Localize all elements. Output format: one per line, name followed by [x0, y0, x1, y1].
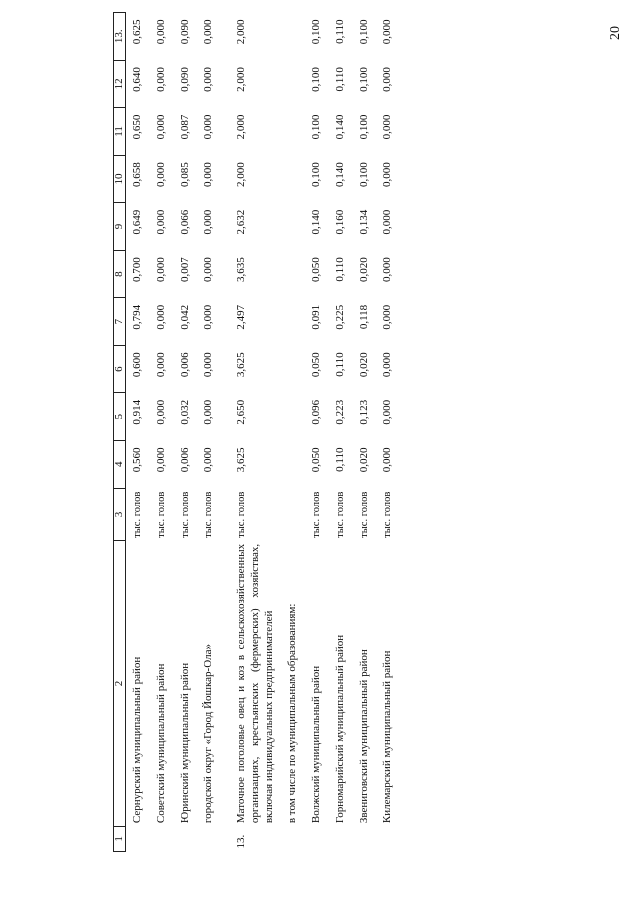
row-index: [126, 826, 150, 851]
row-indicator-name: Звениговский муниципальный район: [357, 649, 370, 824]
row-value: 0,087: [178, 114, 191, 140]
row-value: [281, 155, 305, 203]
row-value: 0,000: [202, 162, 215, 187]
row-value: 2,000: [235, 162, 247, 187]
row-value: 0,000: [154, 304, 167, 330]
row-indicator-name: Юринский муниципальный район: [178, 662, 191, 824]
row-value: 0,100: [310, 67, 322, 92]
row-value: 0,090: [178, 67, 191, 92]
row-value: 0,000: [154, 162, 167, 187]
row-indicator-name: Маточное поголовье овец и коз в сельскохозяйственных организациях, крестьянских (фермерских) хозяйствах, включая индивидуальных предпринимателей: [235, 543, 275, 824]
row-value: 0,123: [357, 399, 370, 425]
row-value: 0,110: [333, 67, 346, 92]
row-unit: [281, 488, 305, 541]
column-header: 13.: [114, 13, 126, 61]
row-value: [281, 440, 305, 488]
row-value: 0,658: [131, 162, 143, 187]
row-value: 0,000: [202, 447, 215, 473]
row-value: 0,700: [131, 257, 143, 283]
row-value: 0,100: [357, 67, 370, 92]
row-value: 0,050: [310, 447, 322, 473]
row-index: 13.: [235, 834, 247, 849]
row-indicator-name: Сернурский муниципальный район: [131, 656, 143, 824]
row-index: [329, 826, 353, 851]
row-value: 0,625: [131, 19, 143, 45]
column-header: 10: [114, 155, 126, 203]
row-value: 0,100: [310, 19, 322, 45]
column-header: 2: [114, 541, 126, 826]
row-value: 0,096: [310, 399, 322, 425]
row-value: 0,000: [202, 352, 215, 378]
row-value: 0,000: [381, 67, 394, 92]
column-header: 1: [114, 826, 126, 851]
row-unit: тыс. голов: [236, 491, 247, 538]
row-value: 0,134: [357, 209, 370, 235]
row-value: 0,110: [333, 352, 346, 377]
row-index: [150, 826, 174, 851]
column-header: 6: [114, 345, 126, 393]
row-index: [376, 826, 400, 851]
row-unit: тыс. голов: [132, 491, 143, 538]
table-row: [150, 13, 174, 852]
column-header: 5: [114, 393, 126, 441]
row-value: 0,118: [357, 304, 370, 330]
column-header: 8: [114, 250, 126, 298]
row-value: 2,000: [235, 19, 247, 45]
row-value: 0,100: [310, 114, 322, 140]
row-unit: тыс. голов: [203, 491, 215, 538]
row-value: 0,160: [333, 209, 346, 235]
row-index: [281, 826, 305, 851]
row-indicator-name: Советский муниципальный район: [154, 663, 167, 824]
row-indicator-name: Килемарский муниципальный район: [381, 650, 394, 824]
row-value: 0,110: [333, 257, 346, 282]
row-value: 0,640: [131, 67, 143, 92]
row-value: [281, 60, 305, 108]
row-value: 0,090: [178, 19, 191, 45]
row-value: 0,000: [154, 399, 167, 425]
row-indicator-name: Горномарийский муниципальный район: [333, 634, 346, 824]
row-value: 0,042: [178, 304, 191, 330]
row-value: 0,000: [381, 304, 394, 330]
row-value: 0,225: [333, 304, 346, 330]
row-value: 2,632: [235, 209, 247, 235]
row-value: 0,085: [178, 162, 191, 187]
row-value: 0,000: [154, 447, 167, 473]
row-value: 0,794: [131, 304, 143, 330]
row-value: 0,032: [178, 399, 191, 425]
row-value: 0,006: [178, 352, 191, 378]
row-value: 0,066: [178, 209, 191, 235]
row-unit: тыс. голов: [179, 491, 191, 538]
column-header: 3: [114, 488, 126, 541]
row-value: 0,000: [381, 447, 394, 473]
table-row: [329, 13, 353, 852]
row-value: 0,110: [333, 19, 346, 44]
row-value: 3,625: [235, 352, 247, 378]
row-value: 3,635: [235, 257, 247, 283]
row-value: 0,000: [202, 209, 215, 235]
row-value: 0,000: [154, 114, 167, 140]
table-row: [174, 13, 198, 852]
row-value: 0,100: [357, 162, 370, 187]
row-value: 0,000: [202, 114, 215, 140]
data-table: [113, 12, 400, 852]
row-index: [197, 826, 221, 851]
row-value: 0,050: [310, 352, 322, 378]
row-value: 0,000: [202, 67, 215, 92]
row-value: 0,000: [154, 209, 167, 235]
row-value: 0,100: [357, 19, 370, 45]
row-unit: тыс. голов: [334, 491, 346, 538]
row-value: 0,140: [333, 162, 346, 187]
row-value: [281, 203, 305, 251]
table-row: [376, 13, 400, 852]
row-value: 0,000: [381, 352, 394, 378]
header-row: [114, 13, 126, 852]
table-row: [281, 13, 305, 852]
row-value: 2,497: [235, 304, 247, 330]
row-value: 0,091: [310, 304, 322, 330]
row-value: 0,020: [357, 257, 370, 283]
row-value: [281, 393, 305, 441]
row-value: 0,000: [154, 352, 167, 378]
row-index: [174, 826, 198, 851]
row-unit: тыс. голов: [155, 491, 167, 538]
row-value: 0,006: [178, 447, 191, 473]
row-value: [281, 108, 305, 156]
row-value: [281, 298, 305, 346]
column-header: 12: [114, 60, 126, 108]
row-value: 0,020: [357, 352, 370, 378]
row-value: 0,000: [202, 257, 215, 283]
row-value: 0,000: [202, 304, 215, 330]
row-value: 0,000: [202, 399, 215, 425]
row-value: 0,649: [131, 209, 143, 235]
row-value: 0,100: [310, 162, 322, 187]
row-value: 0,914: [131, 399, 143, 425]
row-value: 0,000: [381, 162, 394, 187]
row-index: [305, 826, 329, 851]
column-header: 7: [114, 298, 126, 346]
row-value: 2,000: [235, 67, 247, 92]
column-header: 9: [114, 203, 126, 251]
row-value: 0,000: [381, 19, 394, 45]
row-index: [353, 826, 377, 851]
row-value: 0,000: [202, 19, 215, 45]
page-number: 20: [608, 26, 623, 40]
table-row: [197, 13, 221, 852]
row-value: [281, 250, 305, 298]
row-value: 0,000: [154, 19, 167, 45]
row-value: 2,650: [235, 399, 247, 425]
row-value: 0,223: [333, 399, 346, 425]
row-value: 0,100: [357, 114, 370, 140]
row-value: 3,625: [235, 447, 247, 473]
row-value: 0,000: [381, 399, 394, 425]
row-value: [281, 13, 305, 61]
row-value: 0,000: [154, 67, 167, 92]
row-value: 0,140: [333, 114, 346, 140]
row-unit: тыс. голов: [382, 491, 394, 538]
row-unit: тыс. голов: [358, 491, 370, 538]
row-value: 0,000: [381, 257, 394, 283]
table-row: [353, 13, 377, 852]
column-header: 4: [114, 440, 126, 488]
row-value: 0,007: [178, 257, 191, 283]
row-indicator-name: Волжский муниципальный район: [310, 665, 322, 824]
column-header: 11: [114, 108, 126, 156]
table-row: [221, 13, 281, 852]
row-value: 0,000: [381, 209, 394, 235]
rotated-table-container: [113, 12, 633, 852]
row-value: 0,000: [154, 257, 167, 283]
row-indicator-name: в том числе по муниципальным образованиям:: [286, 603, 299, 824]
row-value: 2,000: [235, 114, 247, 140]
row-value: 0,050: [310, 257, 322, 283]
row-value: 0,140: [310, 209, 322, 235]
row-value: 0,650: [131, 114, 143, 140]
row-value: 0,020: [357, 447, 370, 473]
row-value: 0,000: [381, 114, 394, 140]
table-row: [126, 13, 150, 852]
table-body: [126, 13, 401, 852]
row-value: 0,560: [131, 447, 143, 473]
row-value: [281, 345, 305, 393]
row-value: 0,110: [333, 447, 346, 472]
row-value: 0,600: [131, 352, 143, 378]
table-row: [305, 13, 329, 852]
row-unit: тыс. голов: [311, 491, 322, 538]
row-indicator-name: городской округ «Город Йошкар-Ола»: [202, 643, 215, 824]
